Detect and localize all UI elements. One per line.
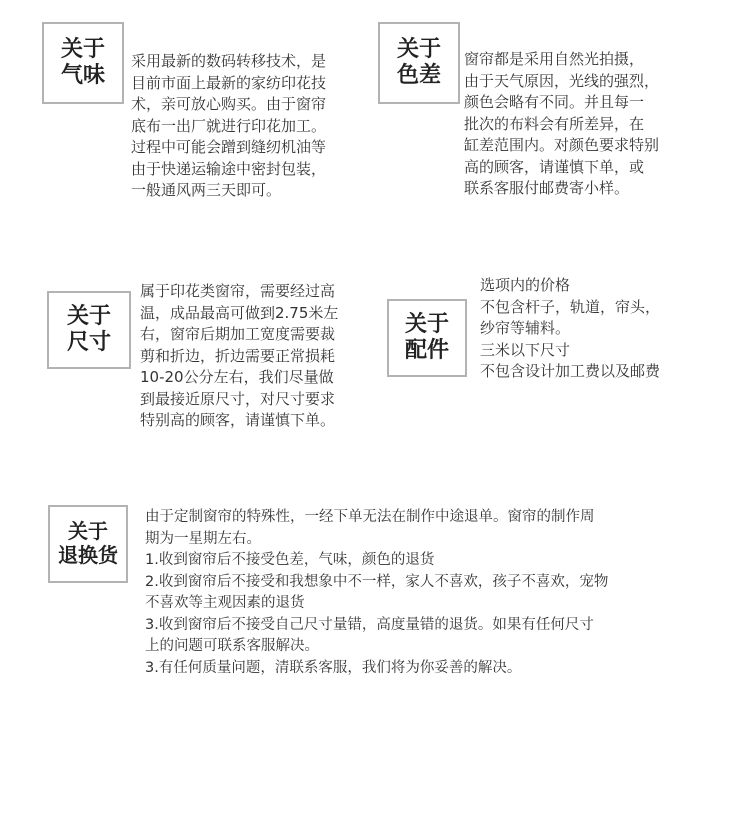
parts-line: 纱帘等辅料。 (480, 319, 571, 337)
color-line: 颜色会略有不同。并且每一 (464, 93, 645, 111)
parts-line: 三米以下尺寸 (480, 340, 571, 359)
parts-tag-line-1: 关于 (404, 312, 449, 338)
smell-line: 采用最新的数码转移技术，是 (131, 52, 327, 70)
color-tag-line-1: 关于 (396, 37, 441, 63)
smell-line: 底布一出厂就进行印花加工。 (131, 116, 327, 135)
smell-line: 术，亲可放心购买。由于窗帘 (131, 95, 327, 113)
size-line: 特别高的顾客，请谨慎下单。 (140, 411, 336, 429)
parts-line: 选项内的价格 (480, 276, 571, 294)
returns-text (145, 507, 608, 679)
color-tag (378, 22, 460, 104)
returns-line: 3.有任何质量问题，清联系客服，我们将为你妥善的解决。 (145, 659, 522, 676)
size-line: 到最接近原尺寸，对尺寸要求 (140, 389, 336, 408)
parts-line: 不包含杆子，轨道，帘头， (480, 297, 661, 316)
returns-tag (48, 505, 128, 583)
returns-tag-line-2: 退换货 (58, 543, 118, 567)
color-line: 批次的布料会有所差异，在 (464, 114, 645, 133)
parts-line: 不包含设计加工费以及邮费 (480, 362, 661, 380)
returns-line: 由于定制窗帘的特殊性，一经下单无法在制作中途退单。窗帘的制作周 (145, 509, 595, 525)
smell-tag-line-1: 关于 (60, 37, 105, 63)
size-line: 温，成品最高可做到2.75米左 (140, 303, 339, 322)
smell-line: 一般通风两三天即可。 (131, 181, 282, 199)
color-line: 由于天气原因，光线的强烈， (464, 71, 660, 90)
size-line: 10-20公分左右，我们尽量做 (140, 368, 334, 386)
size-tag-line-1: 关于 (66, 304, 111, 330)
color-line: 高的顾客，请谨慎下单，或 (464, 157, 645, 176)
size-tag (47, 291, 131, 369)
color-line: 窗帘都是采用自然光拍摄， (464, 50, 645, 68)
returns-line: 3.收到窗帘后不接受自己尺寸量错，高度量错的退货。如果有任何尺寸 (145, 616, 594, 633)
parts-tag-line-2: 配件 (404, 338, 449, 363)
returns-line: 2.收到窗帘后不接受和我想象中不一样，家人不喜欢，孩子不喜欢，宠物 (145, 573, 609, 590)
returns-tag-line-1: 关于 (68, 519, 108, 544)
returns-line: 不喜欢等主观因素的退货 (145, 595, 305, 611)
color-line: 联系客服付邮费寄小样。 (464, 179, 630, 197)
size-tag-line-2: 尺寸 (66, 330, 111, 355)
smell-tag (42, 22, 124, 104)
color-tag-line-2: 色差 (396, 63, 441, 88)
returns-line: 上的问题可联系客服解决。 (145, 638, 319, 654)
color-line: 缸差范围内。对颜色要求特别 (464, 136, 660, 154)
smell-text (131, 51, 326, 202)
color-text (464, 49, 659, 200)
size-text (140, 281, 338, 432)
parts-text (480, 275, 660, 383)
size-line: 剪和折边，折边需要正常损耗 (140, 346, 336, 365)
smell-line: 目前市面上最新的家纺印花技 (131, 73, 327, 92)
returns-line: 1.收到窗帘后不接受色差，气味，颜色的退货 (145, 552, 435, 568)
smell-tag-line-2: 气味 (60, 63, 105, 88)
smell-line: 由于快递运输途中密封包装， (131, 159, 327, 178)
size-line: 右，窗帘后期加工宽度需要裁 (140, 325, 336, 343)
smell-line: 过程中可能会蹭到缝纫机油等 (131, 138, 327, 156)
size-line: 属于印花类窗帘，需要经过高 (140, 282, 336, 300)
returns-line: 期为一星期左右。 (145, 530, 261, 547)
parts-tag (387, 299, 467, 377)
